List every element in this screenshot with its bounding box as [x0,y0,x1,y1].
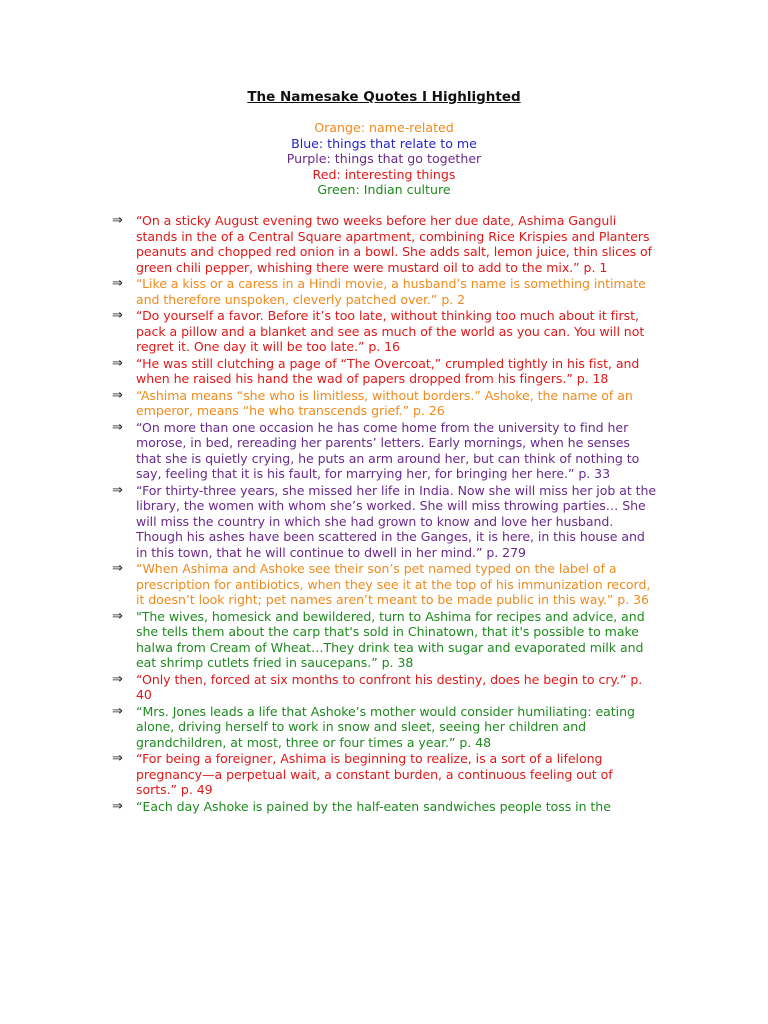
legend-item: Orange: name-related [314,120,454,135]
quote-item [112,799,657,815]
quote-item [112,308,657,355]
quote-item [112,388,657,419]
quote-text: “Like a kiss or a caress in a Hindi movie, a husband’s name is something intimate and therefore unspoken, cleverly patched over.” p. 2 [136,276,646,307]
bullet-arrow-icon: ⇒ [112,355,123,371]
legend-item: Blue: things that relate to me [291,135,477,151]
bullet-arrow-icon: ⇒ [112,671,123,687]
legend-item: Green: Indian culture [317,182,451,197]
quote-text: "The wives, homesick and bewildered, turn to Ashima for recipes and advice, and she tells them about the carp that's sold in Chinatown, that it's possible to make halwa from Cream of Wheat…They drink tea with sugar and evaporated milk and eat shrimp cutlets fried in saucepans.” p. 38 [136,608,645,670]
quote-text: “Each day Ashoke is pained by the half-eaten sandwiches people toss in the [136,798,611,814]
bullet-arrow-icon: ⇒ [112,308,123,323]
quote-item [112,672,657,703]
quote-text: “Ashima means “she who is limitless, without borders.” Ashoke, the name of an emperor, means “he who transcends grief.” p. 26 [136,387,633,418]
quote-item [112,420,657,482]
quote-item [112,483,657,561]
bullet-arrow-icon: ⇒ [112,387,123,403]
quote-text: “On a sticky August evening two weeks before her due date, Ashima Ganguli stands in the of a Central Square apartment, combining Rice Krispies and Planters peanuts and chopped red onion in a bowl. She adds salt, lemon juice, thin slices of green chili pepper, whishing there were mustard oil to add to the mix.” p. 1 [136,213,653,275]
legend-item: Red: interesting things [312,166,456,182]
bullet-arrow-icon: ⇒ [112,703,123,719]
quote-text: “Mrs. Jones leads a life that Ashoke’s mother would consider humiliating: eating alone, driving herself to work in snow and sleet, seeing her children and grandchildren, at most, three or four times a year.” p. 48 [136,703,635,750]
quote-item [112,751,657,798]
quote-text: “When Ashima and Ashoke see their son’s pet named typed on the label of a prescription for antibiotics, when they see it at the top of his immunization record, it doesn’t look right; pet names aren’t meant to be made public in this way.” p. 36 [136,561,651,607]
quote-list [112,213,657,815]
quote-item [112,356,657,387]
legend-item: Purple: things that go together [286,151,482,166]
color-legend [0,120,768,198]
quote-item [112,213,657,275]
page-title: The Namesake Quotes I Highlighted [247,89,521,105]
bullet-arrow-icon: ⇒ [112,751,123,766]
quote-text: “On more than one occasion he has come home from the university to find her morose, in bed, rereading her parents’ letters. Early mornings, when he senses that she is quietly crying, he puts an arm around her, but can think of nothing to say, feeling that it is his fault, for marrying her, for bringing her here.” p. 33 [136,419,640,481]
bullet-arrow-icon: ⇒ [112,276,123,291]
quote-text: “He was still clutching a page of “The Overcoat,” crumpled tightly in his fist, and when he raised his hand the wad of papers dropped from his fingers.” p. 18 [136,355,640,386]
bullet-arrow-icon: ⇒ [112,798,123,814]
quote-item [112,561,657,608]
quote-item [112,276,657,307]
quote-item [112,609,657,671]
quote-text: “Do yourself a favor. Before it’s too late, without thinking too much about it first, pack a pillow and a blanket and see as much of the world as you can. You will not regret it. One day it will be too late.” p. 16 [136,308,645,354]
bullet-arrow-icon: ⇒ [112,213,123,228]
bullet-arrow-icon: ⇒ [112,419,123,435]
quote-text: “For being a foreigner, Ashima is beginning to realize, is a sort of a lifelong pregnancy—a perpetual wait, a constant burden, a continuous feeling out of sorts.” p. 49 [136,751,613,797]
bullet-arrow-icon: ⇒ [112,561,123,576]
quote-text: “For thirty-three years, she missed her life in India. Now she will miss her job at the library, the women with whom she’s worked. She will miss throwing parties… She will miss the country in which she had grown to know and love her husband. Though his ashes have been scattered in the Ganges, it is here, in this house and in this town, that he will continue to dwell in her mind.” p. 279 [136,482,657,560]
quote-item [112,704,657,751]
quote-text: “Only then, forced at six months to confront his destiny, does he begin to cry.” p. 40 [136,671,643,702]
bullet-arrow-icon: ⇒ [112,482,123,498]
bullet-arrow-icon: ⇒ [112,608,123,624]
